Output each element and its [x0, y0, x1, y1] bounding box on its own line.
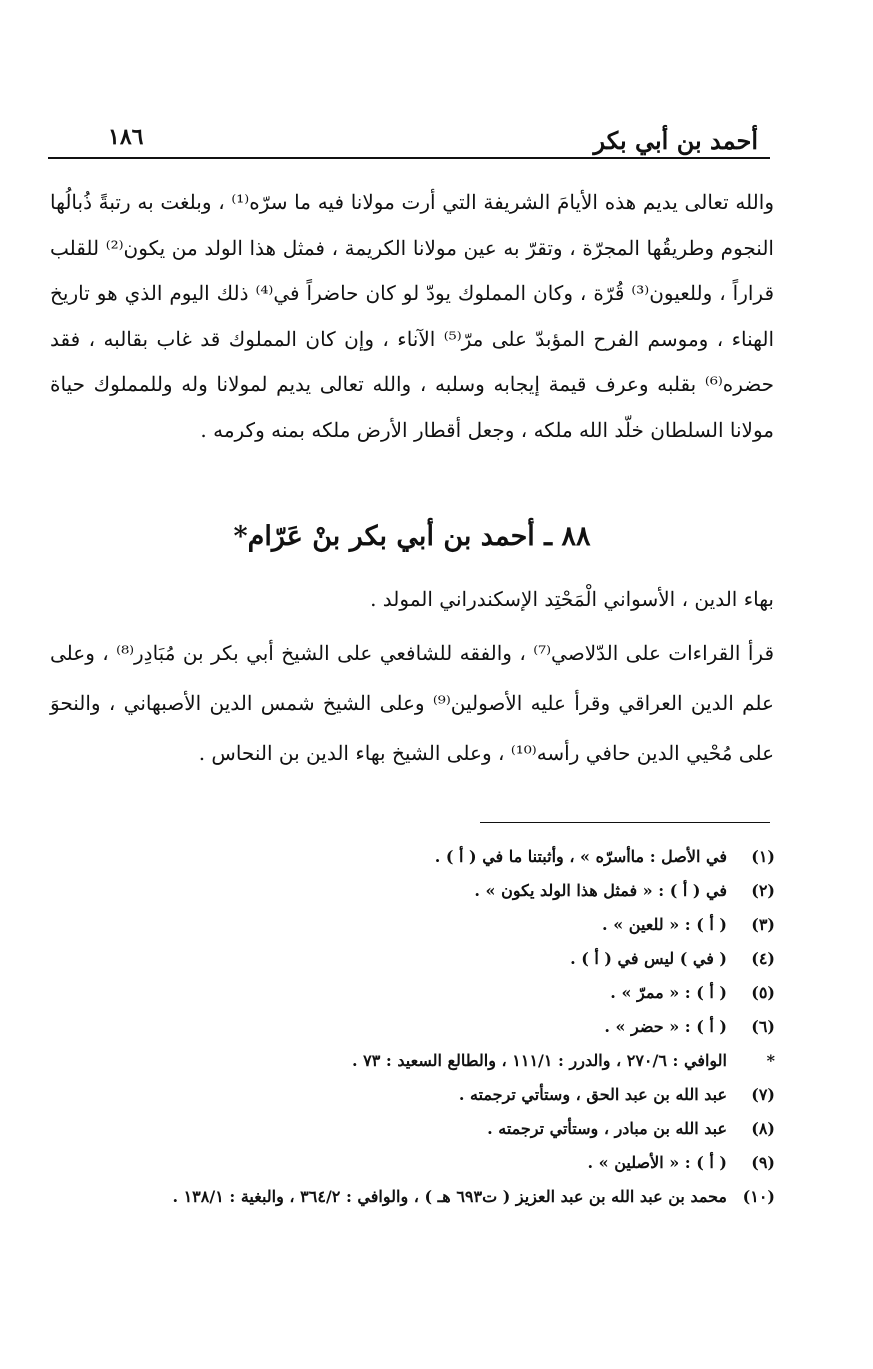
- footnote-text: عبد الله بن مبادر ، وستأتي ترجمته .: [487, 1119, 727, 1138]
- footnote-text: في الأصل : ماأسرّه » ، وأثبتنا ما في ( أ ) .: [434, 847, 727, 866]
- footnote-text: الوافي : ٢٧٠/٦ ، والدرر : ١١١/١ ، والطالع السعيد : ٧٣ .: [352, 1051, 727, 1070]
- footnote: [140, 1146, 775, 1180]
- footnote-text: ( أ ) : « ممرّ » .: [610, 983, 727, 1002]
- footnote-number: (١): [751, 847, 775, 866]
- entry-heading: ٨٨ ـ أحمد بن أبي بكر بنْ عَرّام*: [233, 521, 591, 552]
- footnote: [140, 908, 775, 942]
- footnote-number: (٩): [751, 1153, 775, 1172]
- footnote: [140, 1112, 775, 1146]
- footnote-text: ( أ ) : « الأصلين » .: [587, 1153, 727, 1172]
- footnote-text: ( في ) ليس في ( أ ) .: [570, 949, 727, 968]
- footnote-number: (٤): [751, 949, 775, 968]
- footnote-text: عبد الله بن عبد الحق ، وستأتي ترجمته .: [458, 1085, 727, 1104]
- footnote-text: في ( أ ) : « فمثل هذا الولد يكون » .: [474, 881, 727, 900]
- entry-paragraph-1: بهاء الدين ، الأسواني الْمَحْتِد الإسكندراني المولد .: [370, 587, 774, 611]
- footnote-number: (٣): [751, 915, 775, 934]
- header-rule: [48, 157, 770, 159]
- footnote: [140, 1078, 775, 1112]
- footnote: [140, 1010, 775, 1044]
- running-title: أحمد بن أبي بكر: [593, 126, 758, 155]
- footnote-number: *: [766, 1051, 775, 1070]
- footnote-text: ( أ ) : « للعين » .: [602, 915, 727, 934]
- footnote-number: (٥): [751, 983, 775, 1002]
- footnote: [140, 1180, 775, 1214]
- entry-paragraph-2: قرأ القراءات على الدّلاصي⁽⁷⁾ ، والفقه للشافعي على الشيخ أبي بكر بن مُبَادِر⁽⁸⁾ ، وعلى علم الدين العراقي وقرأ عليه الأصولين⁽⁹⁾ وعلى الشيخ شمس الدين الأصبهاني ، والنحوَ على مُحْيي الدين حافي رأسه⁽¹⁰⁾ ، وعلى الشيخ بهاء الدين بن النحاس .: [50, 641, 774, 765]
- footnotes: [140, 840, 775, 1214]
- footnote-rule: [480, 822, 770, 823]
- footnote-number: (٧): [751, 1085, 775, 1104]
- page-header: [48, 118, 768, 158]
- footnote: [140, 976, 775, 1010]
- footnote: [140, 874, 775, 908]
- footnote: [140, 942, 775, 976]
- page-number: ١٨٦: [108, 124, 144, 150]
- body-paragraph: والله تعالى يديم هذه الأيامَ الشريفة التي أرت مولانا فيه ما سرّه⁽¹⁾ ، وبلغت به رتبةً ذُبالُها النجوم وطريقُها المجرّة ، وتقرّ به عين مولانا الكريمة ، فمثل هذا الولد من يكون⁽²⁾ للقلب قراراً ، وللعيون⁽³⁾ قُرّة ، وكان المملوك يودّ لو كان حاضراً في⁽⁴⁾ ذلك اليوم الذي هو تاريخ الهناء ، وموسم الفرح المؤبدّ على مرّ⁽⁵⁾ الآناء ، وإن كان المملوك قد غاب بقالبه ، فقد حضره⁽⁶⁾ بقلبه وعرف قيمة إيجابه وسلبه ، والله تعالى يديم لمولانا وله وللمملوك حياة مولانا السلطان خلّد الله ملكه ، وجعل أقطار الأرض ملكه بمنه وكرمه .: [50, 190, 775, 442]
- footnote-number: (١٠): [742, 1187, 775, 1206]
- footnote: [140, 1044, 775, 1078]
- footnote-text: ( أ ) : « حضر » .: [604, 1017, 727, 1036]
- entry-text: [50, 574, 774, 778]
- footnote-number: (٨): [751, 1119, 775, 1138]
- footnote-number: (٦): [751, 1017, 775, 1036]
- body-text: [50, 180, 774, 453]
- footnote-number: (٢): [751, 881, 775, 900]
- footnote: [140, 840, 775, 874]
- footnote-text: محمد بن عبد الله بن عبد العزيز ( ت٦٩٣ هـ ) ، والوافي : ٣٦٤/٢ ، والبغية : ١٣٨/١ .: [172, 1187, 727, 1206]
